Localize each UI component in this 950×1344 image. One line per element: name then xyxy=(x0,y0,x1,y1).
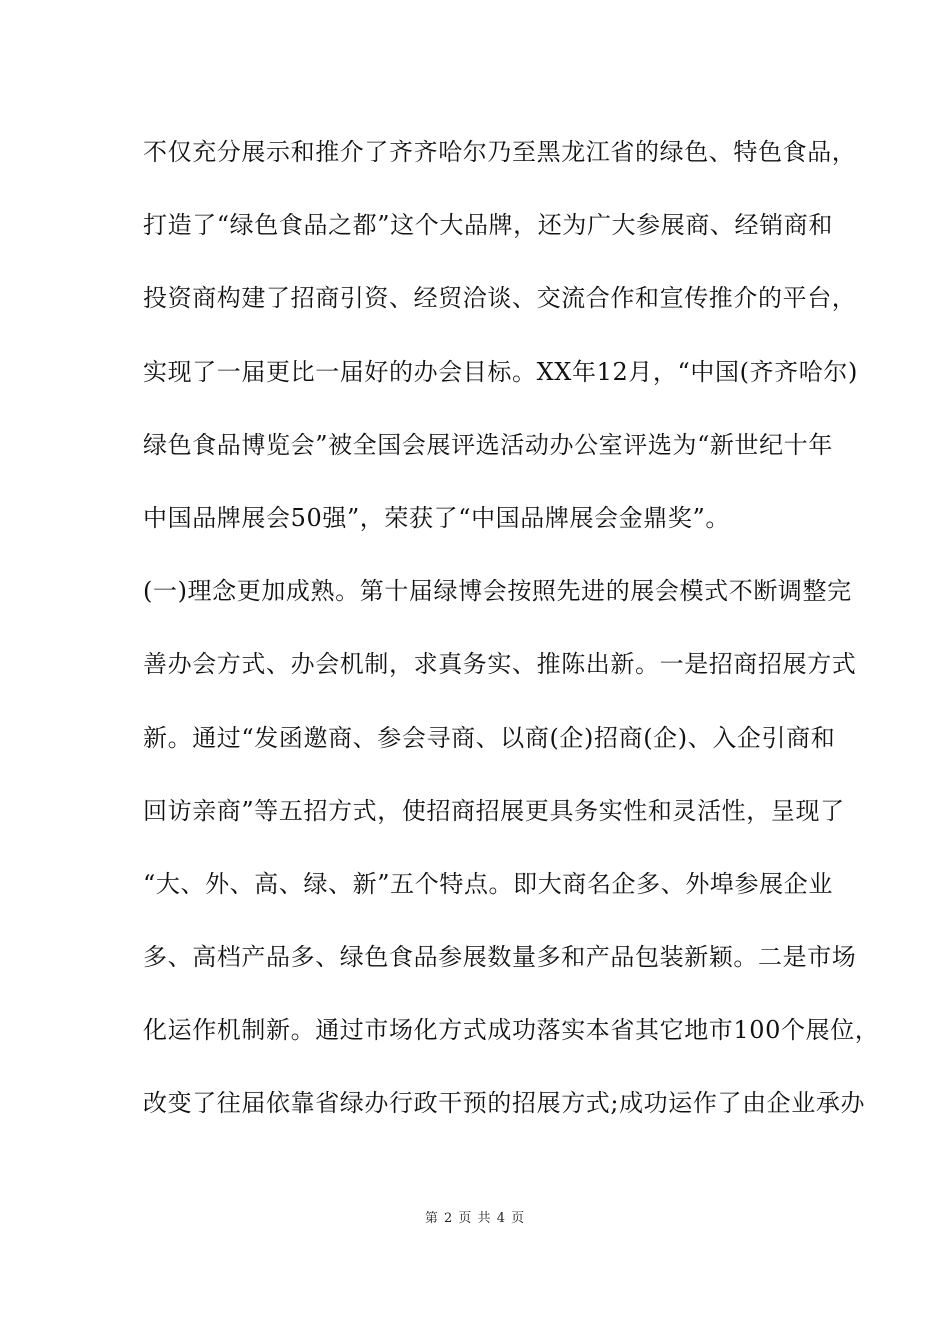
page-footer: 第 2 页 共 4 页 xyxy=(424,1211,526,1226)
text-line: 多、高档产品多、绿色食品参展数量多和产品包装新颖。二是市场 xyxy=(143,943,857,972)
text-line: 改变了往届依靠省绿办行政干预的招展方式;成功运作了由企业承办 xyxy=(143,1089,866,1118)
text-line: (一)理念更加成熟。第十届绿博会按照先进的展会模式不断调整完 xyxy=(143,577,852,606)
text-line: 投资商构建了招商引资、经贸洽谈、交流合作和宣传推介的平台， xyxy=(143,284,857,313)
text-line: “大、外、高、绿、新”五个特点。即大商名企多、外埠参展企业 xyxy=(143,869,833,898)
text-line: 化运作机制新。通过市场化方式成功落实本省其它地市100个展位， xyxy=(143,1016,880,1045)
text-line: 绿色食品博览会”被全国会展评选活动办公室评选为“新世纪十年 xyxy=(143,430,833,459)
text-line: 打造了“绿色食品之都”这个大品牌，还为广大参展商、经销商和 xyxy=(143,211,833,240)
text-line: 善办会方式、办会机制，求真务实、推陈出新。一是招商招展方式 xyxy=(143,650,857,679)
text-line: 中国品牌展会50强”，荣获了“中国品牌展会金鼎奖”。 xyxy=(143,503,730,532)
text-line: 新。通过“发函邀商、参会寻商、以商(企)招商(企)、入企引商和 xyxy=(143,723,836,752)
text-line: 不仅充分展示和推介了齐齐哈尔乃至黑龙江省的绿色、特色食品， xyxy=(143,138,857,166)
body-text xyxy=(143,132,880,1157)
text-line: 实现了一届更比一届好的办会目标。XX年12月，“中国(齐齐哈尔) xyxy=(143,357,858,386)
text-line: 回访亲商”等五招方式，使招商招展更具务实性和灵活性，呈现了 xyxy=(143,796,845,825)
